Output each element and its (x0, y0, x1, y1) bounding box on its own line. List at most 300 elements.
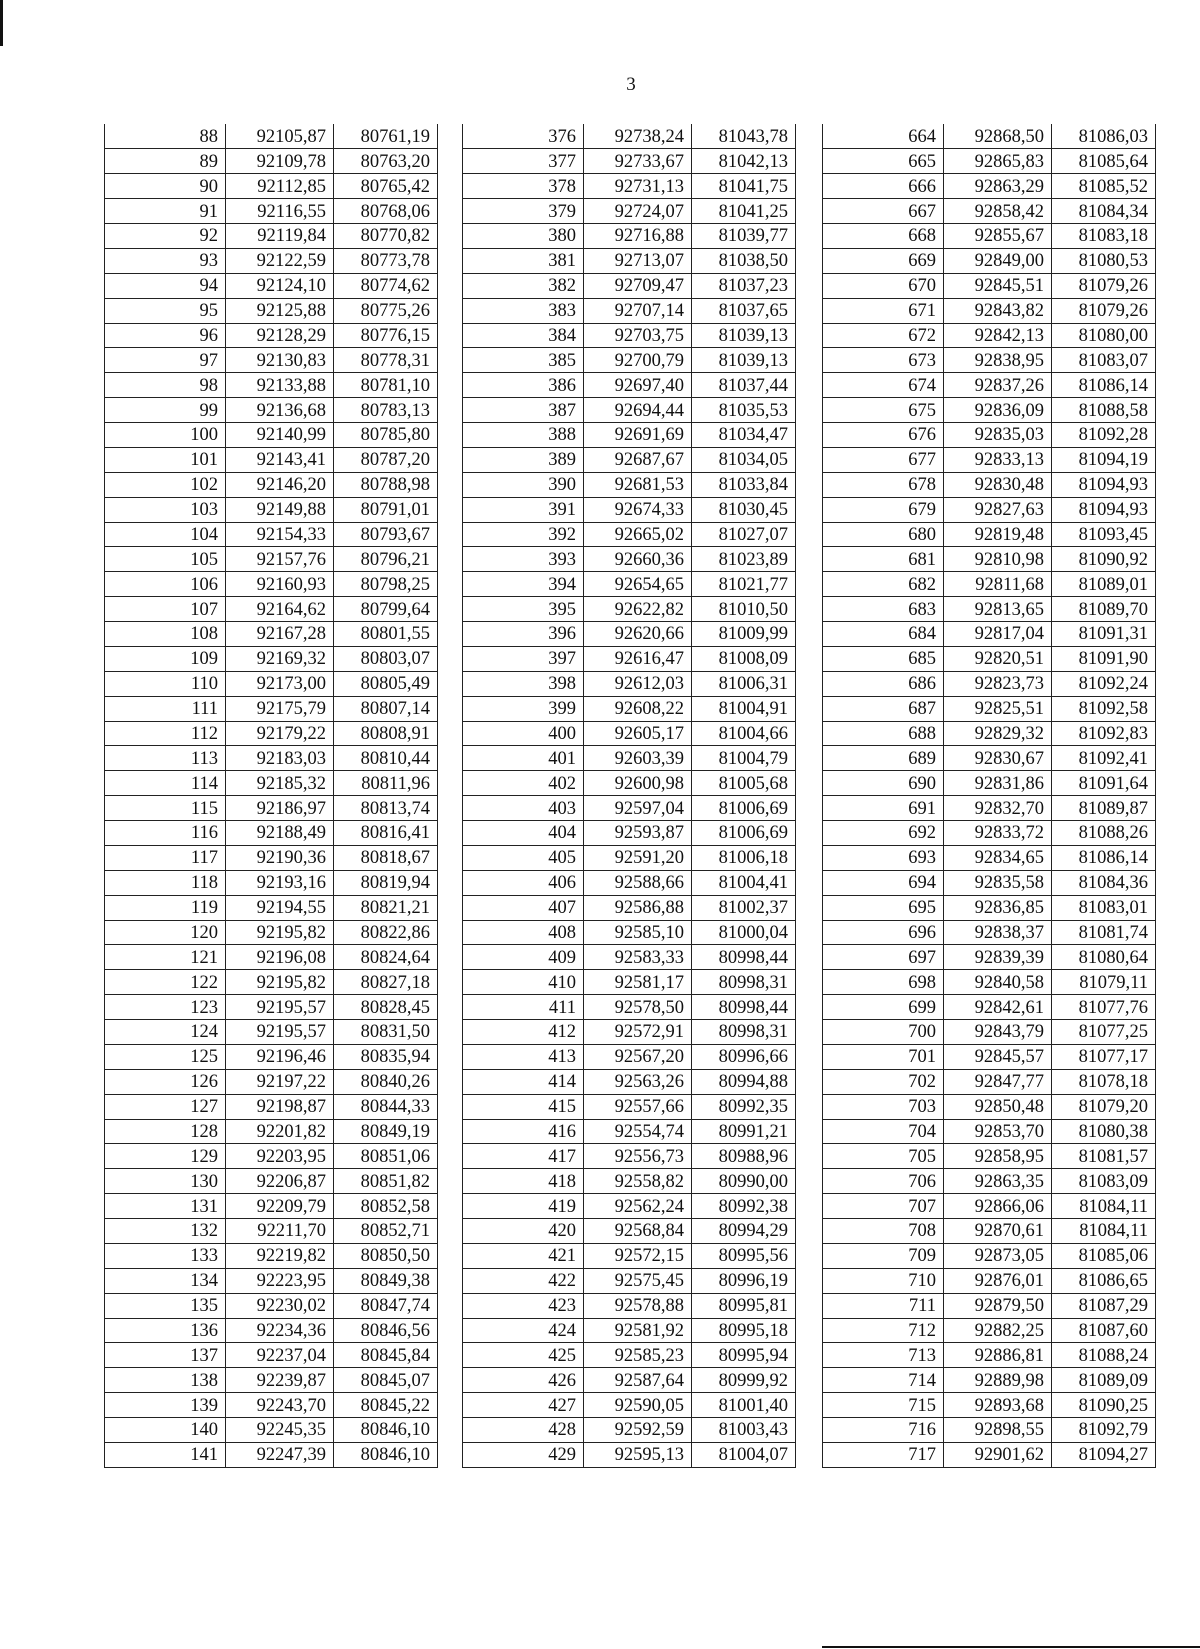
x-coordinate-cell: 92731,13 (584, 174, 692, 199)
y-coordinate-cell: 80811,96 (334, 771, 438, 796)
point-number-cell: 95 (105, 298, 226, 323)
y-coordinate-cell: 80846,10 (334, 1418, 438, 1443)
x-coordinate-cell: 92654,65 (584, 572, 692, 597)
x-coordinate-cell: 92849,00 (944, 248, 1052, 273)
x-coordinate-cell: 92198,87 (226, 1094, 334, 1119)
x-coordinate-cell: 92188,49 (226, 821, 334, 846)
y-coordinate-cell: 80813,74 (334, 796, 438, 821)
table-row (105, 696, 438, 721)
point-number-cell: 409 (463, 945, 584, 970)
point-number-cell: 387 (463, 398, 584, 423)
point-number-cell: 678 (823, 472, 944, 497)
x-coordinate-cell: 92620,66 (584, 622, 692, 647)
point-number-cell: 702 (823, 1069, 944, 1094)
point-number-cell: 401 (463, 746, 584, 771)
point-number-cell: 414 (463, 1069, 584, 1094)
table-row (463, 821, 796, 846)
point-number-cell: 97 (105, 348, 226, 373)
x-coordinate-cell: 92687,67 (584, 447, 692, 472)
table-row (823, 1243, 1156, 1268)
x-coordinate-cell: 92811,68 (944, 572, 1052, 597)
table-row (463, 721, 796, 746)
table-row (105, 149, 438, 174)
table-row (463, 423, 796, 448)
table-row (105, 1194, 438, 1219)
y-coordinate-cell: 81010,50 (692, 597, 796, 622)
table-row (463, 572, 796, 597)
x-coordinate-cell: 92660,36 (584, 547, 692, 572)
point-number-cell: 138 (105, 1368, 226, 1393)
x-coordinate-cell: 92593,87 (584, 821, 692, 846)
y-coordinate-cell: 80805,49 (334, 671, 438, 696)
x-coordinate-cell: 92119,84 (226, 224, 334, 249)
y-coordinate-cell: 81092,41 (1052, 746, 1156, 771)
table-row (823, 373, 1156, 398)
table-row (823, 1268, 1156, 1293)
table-row (463, 447, 796, 472)
point-number-cell: 388 (463, 423, 584, 448)
table-row (823, 771, 1156, 796)
table-row (823, 671, 1156, 696)
table-row (105, 1243, 438, 1268)
y-coordinate-cell: 81039,77 (692, 224, 796, 249)
x-coordinate-cell: 92697,40 (584, 373, 692, 398)
x-coordinate-cell: 92206,87 (226, 1169, 334, 1194)
x-coordinate-cell: 92622,82 (584, 597, 692, 622)
point-number-cell: 141 (105, 1442, 226, 1467)
y-coordinate-cell: 81009,99 (692, 622, 796, 647)
table-row (823, 298, 1156, 323)
x-coordinate-cell: 92813,65 (944, 597, 1052, 622)
point-number-cell: 425 (463, 1343, 584, 1368)
table-row (823, 1318, 1156, 1343)
table-row (105, 1442, 438, 1467)
y-coordinate-cell: 80846,56 (334, 1318, 438, 1343)
x-coordinate-cell: 92197,22 (226, 1069, 334, 1094)
y-coordinate-cell: 80998,31 (692, 970, 796, 995)
y-coordinate-cell: 81086,65 (1052, 1268, 1156, 1293)
point-number-cell: 112 (105, 721, 226, 746)
x-coordinate-cell: 92893,68 (944, 1393, 1052, 1418)
table-row (823, 1044, 1156, 1069)
x-coordinate-cell: 92234,36 (226, 1318, 334, 1343)
y-coordinate-cell: 80801,55 (334, 622, 438, 647)
point-number-cell: 379 (463, 199, 584, 224)
y-coordinate-cell: 80818,67 (334, 845, 438, 870)
point-number-cell: 114 (105, 771, 226, 796)
point-number-cell: 429 (463, 1442, 584, 1467)
point-number-cell: 422 (463, 1268, 584, 1293)
y-coordinate-cell: 80845,84 (334, 1343, 438, 1368)
point-number-cell: 668 (823, 224, 944, 249)
x-coordinate-cell: 92554,74 (584, 1119, 692, 1144)
y-coordinate-cell: 80776,15 (334, 323, 438, 348)
point-number-cell: 88 (105, 124, 226, 149)
table-row (823, 572, 1156, 597)
table-row (463, 597, 796, 622)
y-coordinate-cell: 81000,04 (692, 920, 796, 945)
y-coordinate-cell: 81027,07 (692, 522, 796, 547)
y-coordinate-cell: 81080,64 (1052, 945, 1156, 970)
y-coordinate-cell: 80808,91 (334, 721, 438, 746)
point-number-cell: 677 (823, 447, 944, 472)
point-number-cell: 89 (105, 149, 226, 174)
y-coordinate-cell: 80822,86 (334, 920, 438, 945)
table-row (823, 1069, 1156, 1094)
table-row (463, 497, 796, 522)
point-number-cell: 695 (823, 895, 944, 920)
y-coordinate-cell: 80778,31 (334, 348, 438, 373)
table-row (463, 1418, 796, 1443)
point-number-cell: 424 (463, 1318, 584, 1343)
x-coordinate-cell: 92847,77 (944, 1069, 1052, 1094)
point-number-cell: 708 (823, 1219, 944, 1244)
y-coordinate-cell: 81006,31 (692, 671, 796, 696)
x-coordinate-cell: 92563,26 (584, 1069, 692, 1094)
table-row (823, 174, 1156, 199)
point-number-cell: 118 (105, 870, 226, 895)
table-row (823, 821, 1156, 846)
table-row (463, 1393, 796, 1418)
y-coordinate-cell: 81083,07 (1052, 348, 1156, 373)
point-number-cell: 705 (823, 1144, 944, 1169)
x-coordinate-cell: 92219,82 (226, 1243, 334, 1268)
table-row (463, 398, 796, 423)
table-row (105, 1343, 438, 1368)
y-coordinate-cell: 81094,19 (1052, 447, 1156, 472)
table-row (105, 796, 438, 821)
table-row (105, 199, 438, 224)
point-number-cell: 675 (823, 398, 944, 423)
x-coordinate-cell: 92665,02 (584, 522, 692, 547)
x-coordinate-cell: 92863,35 (944, 1169, 1052, 1194)
point-number-cell: 426 (463, 1368, 584, 1393)
x-coordinate-cell: 92558,82 (584, 1169, 692, 1194)
x-coordinate-cell: 92209,79 (226, 1194, 334, 1219)
table-row (463, 273, 796, 298)
point-number-cell: 96 (105, 323, 226, 348)
table-row (105, 1069, 438, 1094)
x-coordinate-cell: 92587,64 (584, 1368, 692, 1393)
crop-mark (0, 0, 3, 46)
y-coordinate-cell: 81080,38 (1052, 1119, 1156, 1144)
point-number-cell: 129 (105, 1144, 226, 1169)
x-coordinate-cell: 92557,66 (584, 1094, 692, 1119)
y-coordinate-cell: 80783,13 (334, 398, 438, 423)
table-row (463, 870, 796, 895)
y-coordinate-cell: 81006,18 (692, 845, 796, 870)
y-coordinate-cell: 81023,89 (692, 547, 796, 572)
table-row (823, 323, 1156, 348)
table-row (105, 398, 438, 423)
point-number-cell: 380 (463, 224, 584, 249)
point-number-cell: 701 (823, 1044, 944, 1069)
table-row (463, 1194, 796, 1219)
table-row (463, 646, 796, 671)
table-row (463, 373, 796, 398)
y-coordinate-cell: 80765,42 (334, 174, 438, 199)
y-coordinate-cell: 81087,29 (1052, 1293, 1156, 1318)
x-coordinate-cell: 92143,41 (226, 447, 334, 472)
point-number-cell: 119 (105, 895, 226, 920)
x-coordinate-cell: 92605,17 (584, 721, 692, 746)
table-row (823, 224, 1156, 249)
point-number-cell: 698 (823, 970, 944, 995)
table-row (823, 1418, 1156, 1443)
y-coordinate-cell: 81038,50 (692, 248, 796, 273)
point-number-cell: 139 (105, 1393, 226, 1418)
point-number-cell: 699 (823, 995, 944, 1020)
x-coordinate-cell: 92837,26 (944, 373, 1052, 398)
y-coordinate-cell: 80996,66 (692, 1044, 796, 1069)
y-coordinate-cell: 80781,10 (334, 373, 438, 398)
point-number-cell: 130 (105, 1169, 226, 1194)
x-coordinate-cell: 92568,84 (584, 1219, 692, 1244)
x-coordinate-cell: 92578,50 (584, 995, 692, 1020)
x-coordinate-cell: 92581,92 (584, 1318, 692, 1343)
table-row (105, 373, 438, 398)
y-coordinate-cell: 81085,06 (1052, 1243, 1156, 1268)
table-row (105, 323, 438, 348)
point-number-cell: 136 (105, 1318, 226, 1343)
point-number-cell: 416 (463, 1119, 584, 1144)
x-coordinate-cell: 92157,76 (226, 547, 334, 572)
point-number-cell: 693 (823, 845, 944, 870)
y-coordinate-cell: 81079,11 (1052, 970, 1156, 995)
point-number-cell: 709 (823, 1243, 944, 1268)
table-row (823, 447, 1156, 472)
point-number-cell: 113 (105, 746, 226, 771)
point-number-cell: 382 (463, 273, 584, 298)
x-coordinate-cell: 92829,32 (944, 721, 1052, 746)
table-row (105, 1144, 438, 1169)
coordinates-table-3 (822, 124, 1156, 1468)
y-coordinate-cell: 80788,98 (334, 472, 438, 497)
y-coordinate-cell: 80852,71 (334, 1219, 438, 1244)
x-coordinate-cell: 92124,10 (226, 273, 334, 298)
table-row (463, 671, 796, 696)
x-coordinate-cell: 92842,13 (944, 323, 1052, 348)
y-coordinate-cell: 81041,75 (692, 174, 796, 199)
x-coordinate-cell: 92836,85 (944, 895, 1052, 920)
point-number-cell: 131 (105, 1194, 226, 1219)
table-row (823, 1144, 1156, 1169)
x-coordinate-cell: 92243,70 (226, 1393, 334, 1418)
point-number-cell: 412 (463, 1020, 584, 1045)
table-row (463, 771, 796, 796)
x-coordinate-cell: 92585,23 (584, 1343, 692, 1368)
x-coordinate-cell: 92842,61 (944, 995, 1052, 1020)
y-coordinate-cell: 81005,68 (692, 771, 796, 796)
y-coordinate-cell: 81081,57 (1052, 1144, 1156, 1169)
table-row (105, 248, 438, 273)
point-number-cell: 717 (823, 1442, 944, 1467)
y-coordinate-cell: 81034,47 (692, 423, 796, 448)
x-coordinate-cell: 92612,03 (584, 671, 692, 696)
x-coordinate-cell: 92832,70 (944, 796, 1052, 821)
point-number-cell: 115 (105, 796, 226, 821)
table-row (105, 224, 438, 249)
x-coordinate-cell: 92154,33 (226, 522, 334, 547)
x-coordinate-cell: 92858,42 (944, 199, 1052, 224)
point-number-cell: 394 (463, 572, 584, 597)
point-number-cell: 137 (105, 1343, 226, 1368)
x-coordinate-cell: 92840,58 (944, 970, 1052, 995)
y-coordinate-cell: 81003,43 (692, 1418, 796, 1443)
table-row (823, 1368, 1156, 1393)
y-coordinate-cell: 81091,90 (1052, 646, 1156, 671)
table-row (105, 174, 438, 199)
y-coordinate-cell: 81037,23 (692, 273, 796, 298)
x-coordinate-cell: 92845,51 (944, 273, 1052, 298)
y-coordinate-cell: 81094,93 (1052, 497, 1156, 522)
x-coordinate-cell: 92128,29 (226, 323, 334, 348)
table-row (463, 1044, 796, 1069)
table-row (463, 1268, 796, 1293)
x-coordinate-cell: 92716,88 (584, 224, 692, 249)
table-row (823, 1194, 1156, 1219)
x-coordinate-cell: 92185,32 (226, 771, 334, 796)
x-coordinate-cell: 92175,79 (226, 696, 334, 721)
table-row (823, 646, 1156, 671)
x-coordinate-cell: 92201,82 (226, 1119, 334, 1144)
x-coordinate-cell: 92833,13 (944, 447, 1052, 472)
y-coordinate-cell: 80828,45 (334, 995, 438, 1020)
point-number-cell: 666 (823, 174, 944, 199)
y-coordinate-cell: 81081,74 (1052, 920, 1156, 945)
x-coordinate-cell: 92858,95 (944, 1144, 1052, 1169)
y-coordinate-cell: 80799,64 (334, 597, 438, 622)
y-coordinate-cell: 81033,84 (692, 472, 796, 497)
point-number-cell: 110 (105, 671, 226, 696)
table-row (823, 1393, 1156, 1418)
x-coordinate-cell: 92597,04 (584, 796, 692, 821)
table-row (463, 174, 796, 199)
y-coordinate-cell: 81042,13 (692, 149, 796, 174)
point-number-cell: 685 (823, 646, 944, 671)
table-row (823, 970, 1156, 995)
table-row (105, 597, 438, 622)
x-coordinate-cell: 92567,20 (584, 1044, 692, 1069)
point-number-cell: 711 (823, 1293, 944, 1318)
x-coordinate-cell: 92865,83 (944, 149, 1052, 174)
x-coordinate-cell: 92194,55 (226, 895, 334, 920)
x-coordinate-cell: 92195,82 (226, 920, 334, 945)
point-number-cell: 90 (105, 174, 226, 199)
x-coordinate-cell: 92674,33 (584, 497, 692, 522)
point-number-cell: 682 (823, 572, 944, 597)
x-coordinate-cell: 92830,48 (944, 472, 1052, 497)
y-coordinate-cell: 80775,26 (334, 298, 438, 323)
point-number-cell: 712 (823, 1318, 944, 1343)
point-number-cell: 672 (823, 323, 944, 348)
table-row (105, 1318, 438, 1343)
x-coordinate-cell: 92853,70 (944, 1119, 1052, 1144)
x-coordinate-cell: 92578,88 (584, 1293, 692, 1318)
y-coordinate-cell: 81030,45 (692, 497, 796, 522)
point-number-cell: 134 (105, 1268, 226, 1293)
point-number-cell: 109 (105, 646, 226, 671)
table-row (105, 771, 438, 796)
table-row (463, 970, 796, 995)
y-coordinate-cell: 80827,18 (334, 970, 438, 995)
y-coordinate-cell: 80849,19 (334, 1119, 438, 1144)
x-coordinate-cell: 92889,98 (944, 1368, 1052, 1393)
table-row (105, 348, 438, 373)
point-number-cell: 117 (105, 845, 226, 870)
table-row (105, 1293, 438, 1318)
x-coordinate-cell: 92556,73 (584, 1144, 692, 1169)
y-coordinate-cell: 80798,25 (334, 572, 438, 597)
table-row (823, 547, 1156, 572)
x-coordinate-cell: 92196,46 (226, 1044, 334, 1069)
x-coordinate-cell: 92694,44 (584, 398, 692, 423)
y-coordinate-cell: 80840,26 (334, 1069, 438, 1094)
x-coordinate-cell: 92833,72 (944, 821, 1052, 846)
y-coordinate-cell: 80992,35 (692, 1094, 796, 1119)
point-number-cell: 704 (823, 1119, 944, 1144)
table-row (823, 920, 1156, 945)
point-number-cell: 403 (463, 796, 584, 821)
table-row (823, 696, 1156, 721)
x-coordinate-cell: 92183,03 (226, 746, 334, 771)
y-coordinate-cell: 81087,60 (1052, 1318, 1156, 1343)
y-coordinate-cell: 80773,78 (334, 248, 438, 273)
y-coordinate-cell: 81004,91 (692, 696, 796, 721)
x-coordinate-cell: 92831,86 (944, 771, 1052, 796)
table-row (823, 248, 1156, 273)
x-coordinate-cell: 92703,75 (584, 323, 692, 348)
y-coordinate-cell: 81083,01 (1052, 895, 1156, 920)
crop-mark (822, 1646, 1200, 1648)
table-row (105, 821, 438, 846)
y-coordinate-cell: 80824,64 (334, 945, 438, 970)
x-coordinate-cell: 92603,39 (584, 746, 692, 771)
x-coordinate-cell: 92140,99 (226, 423, 334, 448)
point-number-cell: 123 (105, 995, 226, 1020)
point-number-cell: 399 (463, 696, 584, 721)
x-coordinate-cell: 92850,48 (944, 1094, 1052, 1119)
y-coordinate-cell: 81083,18 (1052, 224, 1156, 249)
point-number-cell: 396 (463, 622, 584, 647)
y-coordinate-cell: 80995,56 (692, 1243, 796, 1268)
x-coordinate-cell: 92592,59 (584, 1418, 692, 1443)
point-number-cell: 673 (823, 348, 944, 373)
point-number-cell: 100 (105, 423, 226, 448)
x-coordinate-cell: 92583,33 (584, 945, 692, 970)
point-number-cell: 674 (823, 373, 944, 398)
point-number-cell: 716 (823, 1418, 944, 1443)
point-number-cell: 92 (105, 224, 226, 249)
point-number-cell: 383 (463, 298, 584, 323)
table-row (463, 845, 796, 870)
y-coordinate-cell: 80851,82 (334, 1169, 438, 1194)
y-coordinate-cell: 81090,25 (1052, 1393, 1156, 1418)
point-number-cell: 684 (823, 622, 944, 647)
x-coordinate-cell: 92186,97 (226, 796, 334, 821)
point-number-cell: 108 (105, 622, 226, 647)
point-number-cell: 418 (463, 1169, 584, 1194)
table-row (463, 124, 796, 149)
x-coordinate-cell: 92586,88 (584, 895, 692, 920)
x-coordinate-cell: 92886,81 (944, 1343, 1052, 1368)
point-number-cell: 376 (463, 124, 584, 149)
table-row (105, 522, 438, 547)
point-number-cell: 683 (823, 597, 944, 622)
point-number-cell: 700 (823, 1020, 944, 1045)
y-coordinate-cell: 81079,26 (1052, 273, 1156, 298)
y-coordinate-cell: 81001,40 (692, 1393, 796, 1418)
